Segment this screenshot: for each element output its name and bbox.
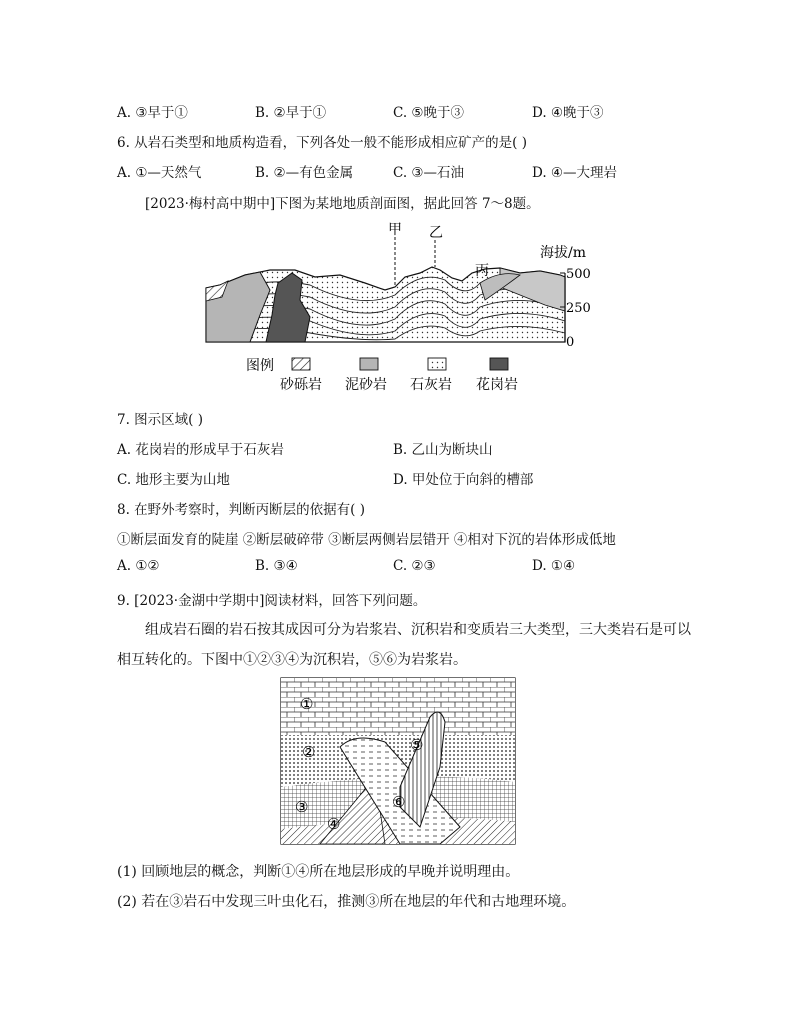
legend-sandstone: 砂砾岩	[280, 377, 322, 393]
q8-option-b: B. ③④	[255, 558, 298, 574]
legend-swatch-sandstone	[292, 358, 310, 370]
legend-swatch-mudstone	[360, 358, 378, 370]
q8-option-a: A. ①②	[117, 558, 160, 574]
q5-option-c: C. ⑤晚于③	[393, 105, 465, 121]
strata-label-1: ①	[300, 695, 314, 713]
legend-swatch-granite	[490, 358, 508, 370]
marker-bing: 丙	[475, 263, 489, 279]
q8-statements: ①断层面发育的陡崖 ②断层破碎带 ③断层两侧岩层错开 ④相对下沉的岩体形成低地	[117, 532, 616, 548]
q9-stem: 9. [2023·金湖中学期中]阅读材料，回答下列问题。	[117, 593, 427, 609]
q6-stem: 6. 从岩石类型和地质构造看，下列各处一般不能形成相应矿产的是( )	[117, 135, 527, 151]
q5-option-b: B. ②早于①	[255, 105, 327, 121]
strata-figure	[280, 677, 516, 845]
q8-stem: 8. 在野外考察时，判断丙断层的依据有( )	[117, 502, 365, 518]
legend-granite: 花岗岩	[476, 377, 518, 393]
legend-mudstone: 泥砂岩	[345, 377, 387, 393]
q7-option-c: C. 地形主要为山地	[117, 472, 230, 488]
strata-label-2: ②	[302, 743, 316, 761]
legend-limestone: 石灰岩	[410, 377, 452, 393]
q9-sub1: (1) 回顾地层的概念，判断①④所在地层形成的早晚并说明理由。	[117, 864, 520, 880]
q5-option-d: D. ④晚于③	[532, 105, 604, 121]
geologic-profile-figure	[200, 215, 600, 395]
marker-jia: 甲	[388, 222, 402, 238]
q5-option-a: A. ③早于①	[117, 105, 188, 121]
q8-option-c: C. ②③	[393, 558, 436, 574]
q6-option-b: B. ②—有色金属	[255, 165, 354, 181]
q9-sub2: (2) 若在③岩石中发现三叶虫化石，推测③所在地层的年代和古地理环境。	[117, 894, 576, 910]
q7-option-a: A. 花岗岩的形成早于石灰岩	[117, 442, 284, 458]
strata-label-3: ③	[295, 798, 309, 816]
q7-stem: 7. 图示区域( )	[117, 412, 203, 428]
q9-para-line2: 相互转化的。下图中①②③④为沉积岩，⑤⑥为岩浆岩。	[117, 652, 467, 668]
marker-yi: 乙	[429, 225, 443, 241]
intro-7-8: [2023·梅村高中期中]下图为某地地质剖面图，据此回答 7～8题。	[145, 196, 540, 212]
tick-500: 500	[566, 267, 591, 282]
altitude-label: 海拔/m	[540, 245, 586, 261]
q6-option-a: A. ①—天然气	[117, 165, 202, 181]
tick-250: 250	[566, 301, 591, 316]
q7-option-b: B. 乙山为断块山	[393, 442, 493, 458]
legend-title: 图例	[246, 358, 274, 374]
q6-option-d: D. ④—大理岩	[532, 165, 618, 181]
strata-label-5: ⑤	[410, 736, 424, 754]
q6-option-c: C. ③—石油	[393, 165, 465, 181]
q9-para-line1: 组成岩石圈的岩石按其成因可分为岩浆岩、沉积岩和变质岩三大类型，三大类岩石是可以	[145, 622, 691, 638]
legend-swatch-limestone	[428, 358, 446, 370]
q7-option-d: D. 甲处位于向斜的槽部	[393, 472, 534, 488]
strata-label-6: ⑥	[392, 793, 406, 811]
tick-0: 0	[566, 335, 575, 350]
strata-label-4: ④	[327, 815, 341, 833]
q8-option-d: D. ①④	[532, 558, 576, 574]
